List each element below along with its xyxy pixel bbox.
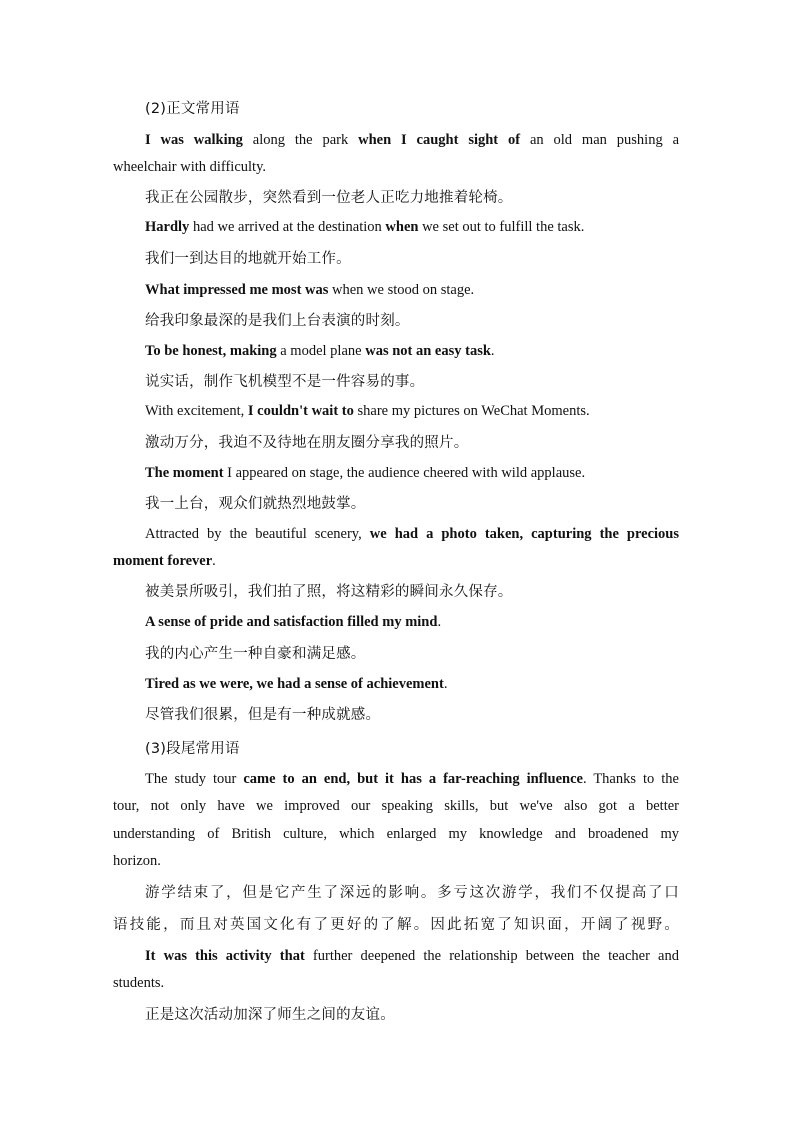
phrase-line bbox=[145, 609, 679, 636]
phrase-line: tour, not only have we improved our speaking skills, but we've also got a better bbox=[113, 798, 679, 814]
phrase-text: when we stood on stage. bbox=[328, 282, 475, 298]
phrase-line bbox=[145, 127, 679, 154]
phrase-line bbox=[145, 766, 679, 793]
translation-line: 正是这次活动加深了师生之间的友谊。 bbox=[145, 1007, 395, 1023]
translation-line: 激动万分，我迫不及待地在朋友圈分享我的照片。 bbox=[145, 435, 469, 451]
phrase-text: The study tour bbox=[145, 771, 244, 787]
section-heading-ending: (3)段尾常用语 bbox=[145, 741, 240, 757]
phrase-line: students. bbox=[113, 975, 165, 991]
phrase-text: . bbox=[443, 676, 448, 692]
phrase-line bbox=[145, 521, 679, 548]
translation-line: 说实话，制作飞机模型不是一件容易的事。 bbox=[145, 374, 425, 390]
phrase-line bbox=[145, 398, 679, 425]
phrase-line bbox=[145, 214, 679, 241]
phrase-bold: A sense of pride and satisfaction filled my mind bbox=[145, 614, 438, 630]
phrase-bold: It was this activity that bbox=[145, 948, 305, 964]
phrase-text: further deepened the relationship between the teacher and bbox=[304, 948, 679, 964]
translation-line: 给我印象最深的是我们上台表演的时刻。 bbox=[145, 313, 410, 329]
phrase-text: share my pictures on WeChat Moments. bbox=[353, 403, 590, 419]
phrase-line bbox=[145, 943, 679, 970]
phrase-bold: moment forever bbox=[113, 553, 213, 569]
phrase-line bbox=[145, 460, 679, 487]
phrase-text: With excitement, bbox=[145, 403, 248, 419]
phrase-bold: when bbox=[385, 219, 419, 235]
translation-line: 语技能，而且对英国文化有了更好的了解。因此拓宽了知识面，开阔了视野。 bbox=[113, 917, 679, 933]
translation-line: 我一上台，观众们就热烈地鼓掌。 bbox=[145, 496, 366, 512]
phrase-bold: I was walking bbox=[145, 132, 243, 148]
phrase-bold: when I caught sight of bbox=[358, 132, 521, 148]
phrase-line: understanding of British culture, which enlarged my knowledge and broadened my bbox=[113, 826, 679, 842]
phrase-text: Attracted by the beautiful scenery, bbox=[145, 526, 370, 542]
phrase-text: . Thanks to the bbox=[582, 771, 679, 787]
phrase-line: wheelchair with difficulty. bbox=[113, 159, 267, 175]
phrase-bold: came to an end, but it has a far-reaching influence bbox=[243, 771, 583, 787]
phrase-text: along the park bbox=[242, 132, 359, 148]
translation-line: 我们一到达目的地就开始工作。 bbox=[145, 251, 351, 267]
phrase-text: . bbox=[437, 614, 442, 630]
phrase-text: had we arrived at the destination bbox=[189, 219, 386, 235]
phrase-bold: Tired as we were, we had a sense of achievement bbox=[145, 676, 444, 692]
phrase-line bbox=[113, 548, 679, 575]
translation-line: 被美景所吸引，我们拍了照，将这精彩的瞬间永久保存。 bbox=[145, 584, 513, 600]
phrase-line: horizon. bbox=[113, 853, 161, 869]
phrase-bold: To be honest, making bbox=[145, 343, 277, 359]
phrase-bold: was not an easy task bbox=[365, 343, 491, 359]
phrase-bold: I couldn't wait to bbox=[247, 403, 354, 419]
translation-line: 游学结束了，但是它产生了深远的影响。多亏这次游学，我们不仅提高了口 bbox=[145, 885, 679, 901]
phrase-line bbox=[145, 277, 679, 304]
phrase-bold: What impressed me most was bbox=[145, 282, 329, 298]
phrase-bold: Hardly bbox=[145, 219, 190, 235]
phrase-text: an old man pushing a bbox=[520, 132, 679, 148]
phrase-text: I appeared on stage, the audience cheered with wild applause. bbox=[223, 465, 586, 481]
phrase-bold: we had a photo taken, capturing the precious bbox=[369, 526, 680, 542]
phrase-text: a model plane bbox=[276, 343, 366, 359]
phrase-text: . bbox=[490, 343, 495, 359]
translation-line: 尽管我们很累，但是有一种成就感。 bbox=[145, 707, 381, 723]
section-heading-body: (2)正文常用语 bbox=[145, 101, 240, 117]
phrase-text: we set out to fulfill the task. bbox=[418, 219, 585, 235]
phrase-bold: The moment bbox=[145, 465, 224, 481]
translation-line: 我正在公园散步，突然看到一位老人正吃力地推着轮椅。 bbox=[145, 190, 513, 206]
translation-line: 我的内心产生一种自豪和满足感。 bbox=[145, 646, 366, 662]
phrase-line bbox=[145, 671, 679, 698]
phrase-line bbox=[145, 338, 679, 365]
phrase-text: . bbox=[212, 553, 216, 569]
